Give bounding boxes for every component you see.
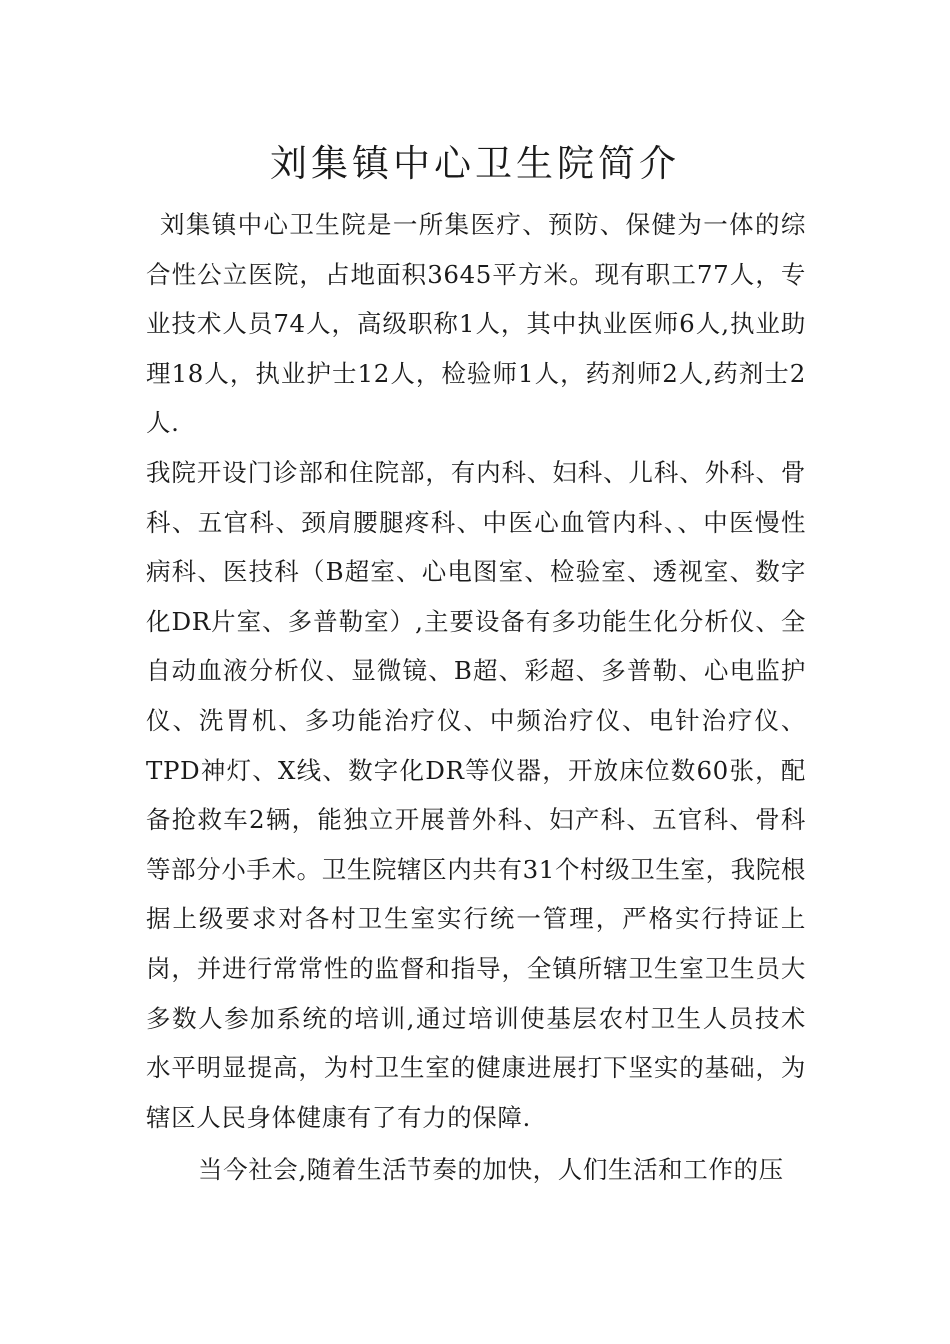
paragraph-society: 当今社会,随着生活节奏的加快，人们生活和工作的压	[198, 1155, 784, 1185]
document-body	[146, 200, 806, 1195]
paragraph-departments-equipment: 我院开设门诊部和住院部，有内科、妇科、儿科、外科、骨科、五官科、颈肩腰腿疼科、中医心血管内科、、中医慢性病科、医技科（B超室、心电图室、检验室、透视室、数字化DR片室、多普勒室）,主要设备有多功能生化分析仪、全自动血液分析仪、显微镜、B超、彩超、多普勒、心电监护仪、洗胃机、多功能治疗仪、中频治疗仪、电针治疗仪、TPD神灯、X线、数字化DR等仪器，开放床位数60张，配备抢救车2辆，能独立开展普外科、妇产科、五官科、骨科等部分小手术。卫生院辖区内共有31个村级卫生室，我院根据上级要求对各村卫生室实行统一管理，严格实行持证上岗，并进行常常性的监督和指导，全镇所辖卫生室卫生员大多数人参加系统的培训,通过培训使基层农村卫生人员技术水平明显提高，为村卫生室的健康进展打下坚实的基础，为辖区人民身体健康有了有力的保障.	[146, 457, 806, 1132]
paragraph-introduction: 刘集镇中心卫生院是一所集医疗、预防、保健为一体的综合性公立医院，占地面积3645平方米。现有职工77人，专业技术人员74人，高级职称1人，其中执业医师6人,执业助理18人，执业护士12人，检验师1人，药剂师2人,药剂士2人.	[146, 210, 806, 438]
document-title: 刘集镇中心卫生院简介	[270, 142, 680, 185]
